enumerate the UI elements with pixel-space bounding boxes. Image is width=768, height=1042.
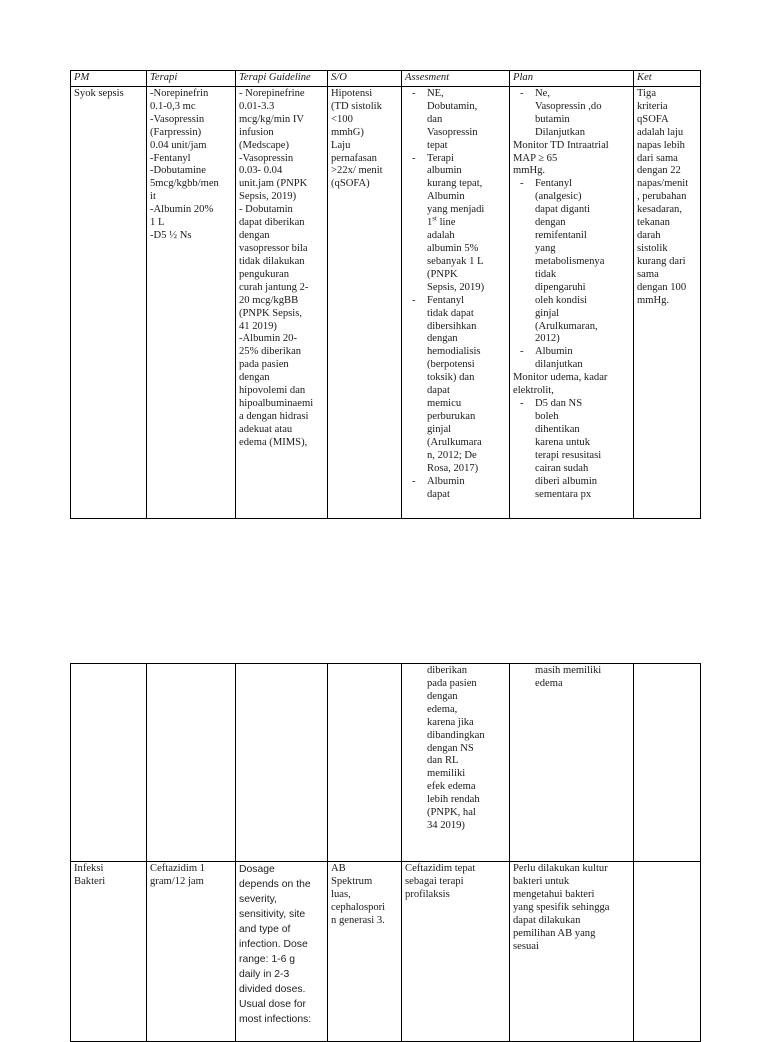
list-item	[405, 665, 507, 833]
text-line: Dilanjutkan	[535, 126, 586, 138]
text-line: Sepsis, 2019)	[239, 191, 297, 203]
text-line: mcg/kg/min IV	[239, 113, 305, 125]
text-line: Usual dose for	[239, 998, 306, 1010]
text-line: luas,	[331, 888, 351, 900]
text-line: sistolik	[637, 242, 668, 254]
text-line: 2012)	[535, 333, 560, 345]
text-line: (Arulkumaran,	[535, 320, 598, 332]
text-line: perburukan	[427, 410, 476, 422]
text-line: mmhG)	[331, 126, 364, 138]
plan-monitor-udema	[513, 372, 631, 398]
text-line: n, 2012; De	[427, 449, 477, 461]
text-line: dan RL	[427, 755, 459, 767]
text-line: (qSOFA)	[331, 178, 370, 190]
therapy-table-1	[70, 70, 701, 519]
text-line: hipoalbuminaemi	[239, 398, 314, 410]
text-line: Vasopressin ,do	[535, 100, 602, 112]
text-line: dengan	[427, 333, 458, 345]
text-line: ginjal	[427, 423, 452, 435]
text-line: pernafasan	[331, 152, 377, 164]
text-line: -Vasopressin	[239, 152, 294, 164]
text-line: dibersihkan	[427, 320, 477, 332]
text-line: infusion	[239, 126, 274, 138]
text-line: -Norepinefrin	[150, 87, 209, 99]
text-line: Spektrum	[331, 875, 373, 887]
text-line: Bakteri	[74, 875, 106, 887]
list-item	[513, 665, 631, 691]
text-line: edema,	[427, 703, 458, 715]
text-line: tidak dilakukan	[239, 255, 305, 267]
cell-terapi	[147, 664, 236, 862]
cell-terapi-guideline	[236, 86, 328, 518]
header-pm: PM	[71, 71, 147, 87]
text-line: dan	[427, 113, 443, 125]
text-line: a dengan hidrasi	[239, 410, 309, 422]
text-line: diberikan	[427, 665, 468, 676]
text-line: it	[150, 191, 156, 203]
cell-pm	[71, 664, 147, 862]
text-line: (PNPK, hal	[427, 807, 476, 819]
cell-terapi	[147, 862, 236, 1042]
text-line: adalah laju	[637, 126, 684, 138]
text-line: lebih rendah	[427, 794, 480, 806]
text-line: tekanan	[637, 217, 670, 229]
cell-plan	[510, 664, 634, 862]
text-line: dihentikan	[535, 423, 580, 435]
header-ket: Ket	[634, 71, 701, 87]
text-line: dengan	[239, 372, 270, 384]
text-line: Rosa, 2017)	[427, 462, 479, 474]
header-so: S/O	[328, 71, 402, 87]
text-line: yang	[535, 242, 556, 254]
text-line: MAP ≥ 65	[513, 152, 558, 164]
plan-list-2	[513, 178, 631, 372]
text-line: butamin	[535, 113, 570, 125]
text-line: karena jika	[427, 716, 474, 728]
text-line: (analgesic)	[535, 191, 582, 203]
text-line: toksik) dan	[427, 372, 475, 384]
text-line: dapat diganti	[535, 204, 591, 216]
text-line: ginjal	[535, 307, 560, 319]
text-line: hipovolemi dan	[239, 385, 306, 397]
text-line: tidak	[535, 268, 557, 280]
text-line: pada pasien	[239, 359, 289, 371]
cell-pm	[71, 86, 147, 518]
list-item	[513, 398, 631, 501]
table-row	[71, 862, 701, 1042]
text-line: - Norepinefrine	[239, 87, 305, 99]
list-item	[405, 476, 507, 502]
text-line: kurang dari	[637, 255, 686, 267]
text-line: dari sama	[637, 152, 678, 164]
text-line: dengan 100	[637, 281, 687, 293]
text-line: sensitivity, site	[239, 908, 306, 920]
cell-so	[328, 664, 402, 862]
assesment-list	[405, 88, 507, 502]
text-line: -D5 ½ Ns	[150, 230, 192, 242]
plan-monitor-td	[513, 140, 631, 179]
cell-assesment	[402, 664, 510, 862]
header-plan: Plan	[510, 71, 634, 87]
header-terapi: Terapi	[147, 71, 236, 87]
text-line: bakteri untuk	[513, 875, 570, 887]
text-line: (Arulkumara	[427, 436, 482, 448]
text-line: dibandingkan	[427, 729, 485, 741]
therapy-table-2	[70, 663, 701, 1042]
cell-ket	[634, 862, 701, 1042]
text-line: dengan NS	[427, 742, 474, 754]
text-line: (Medscape)	[239, 139, 289, 151]
text-line: (berpotensi	[427, 359, 475, 371]
text-line: 34 2019)	[427, 820, 465, 832]
text-line: kriteria	[637, 100, 668, 112]
text-line: Monitor TD Intraatrial	[513, 139, 609, 151]
text-line: - Terapi	[427, 152, 454, 164]
text-line: 0.01-3.3	[239, 100, 275, 112]
text-line: -Albumin 20-	[239, 333, 297, 345]
text-line: mmHg.	[513, 165, 546, 177]
text-line: oleh kondisi	[535, 294, 588, 306]
text-line: darah	[637, 230, 661, 242]
text-line: dipengaruhi	[535, 281, 586, 293]
text-line: infection. Dose	[239, 938, 308, 950]
text-line: sebanyak 1 L	[427, 255, 484, 267]
text-line: profilaksis	[405, 888, 450, 900]
text-line: tidak dapat	[427, 307, 474, 319]
text-line: Laju	[331, 139, 351, 151]
header-row	[71, 71, 701, 87]
text-line: AB	[331, 863, 346, 874]
text-line: gram/12 jam	[150, 875, 204, 887]
text-line: cephalospori	[331, 901, 386, 913]
text-line: tepat	[427, 139, 448, 151]
cell-plan	[510, 86, 634, 518]
text-line: adekuat atau	[239, 423, 293, 435]
text-line: (TD sistolik	[331, 100, 382, 112]
cell-so	[328, 86, 402, 518]
text-line: - Albumin	[535, 346, 573, 358]
cell-pm	[71, 862, 147, 1042]
text-line: 41 2019)	[239, 320, 277, 332]
text-line: n generasi 3.	[331, 914, 385, 926]
text-line: - Fentanyl	[535, 178, 573, 190]
text-line: 20 mcg/kgBB	[239, 294, 299, 306]
text-line: - Dobutamin	[239, 204, 293, 216]
header-terapi-guideline: Terapi Guideline	[236, 71, 328, 87]
cell-assesment	[402, 862, 510, 1042]
text-line: dengan	[239, 230, 270, 242]
text-line: 1st line	[427, 214, 456, 229]
text-line: (PNPK	[427, 268, 458, 280]
text-line: elektrolit,	[513, 385, 554, 397]
text-line: edema (MIMS),	[239, 436, 308, 448]
cell-terapi-guideline	[236, 862, 328, 1042]
list-item	[405, 153, 507, 295]
text-line: and type of	[239, 923, 291, 935]
text-line: sementara px	[535, 488, 592, 500]
text-line: dengan 22	[637, 165, 681, 177]
plan-list-cont	[513, 665, 631, 691]
cell-assesment	[402, 86, 510, 518]
text-line: - Fentanyl	[427, 294, 465, 306]
text-line: sesuai	[513, 940, 539, 952]
text-line: most infections:	[239, 1013, 312, 1025]
text-line: memiliki	[427, 768, 466, 780]
text-line: sama	[637, 268, 659, 280]
text-line: pemilihan AB yang	[513, 927, 596, 939]
text-line: 0.03- 0.04	[239, 165, 283, 177]
text-line: -Fentanyl	[150, 152, 191, 164]
assesment-list-cont	[405, 665, 507, 833]
text-line: >22x/ menit	[331, 165, 383, 177]
text-line: vasopressor bila	[239, 242, 308, 254]
text-line: efek edema	[427, 781, 476, 793]
text-line: yang menjadi	[427, 204, 485, 216]
text-line: 25% diberikan	[239, 346, 302, 358]
text-line: dapat diberikan	[239, 217, 305, 229]
text-line: metabolismenya	[535, 255, 605, 267]
cell-ket	[634, 664, 701, 862]
text-line: mengetahui bakteri	[513, 888, 595, 900]
text-line: range: 1-6 g	[239, 953, 296, 965]
text-line: Dosage	[239, 864, 275, 875]
cell-plan	[510, 862, 634, 1042]
text-line: dengan	[535, 217, 566, 229]
list-item	[513, 88, 631, 140]
list-item	[513, 346, 631, 372]
text-line: - D5 dan NS	[535, 398, 583, 410]
table-row	[71, 664, 701, 862]
text-line: curah jantung 2-	[239, 281, 309, 293]
text-line: kesadaran,	[637, 204, 682, 216]
text-line: kurang tepat,	[427, 178, 483, 190]
text-line: - NE,	[427, 87, 444, 99]
text-line: - Albumin	[427, 475, 465, 487]
text-line: Ceftazidim tepat	[405, 863, 476, 874]
text-line: Perlu dilakukan kultur	[513, 863, 608, 874]
text-line: Sepsis, 2019)	[427, 281, 485, 293]
text-line: cairan sudah	[535, 462, 589, 474]
text-line: boleh	[535, 410, 559, 422]
text-line: sebagai terapi	[405, 875, 464, 887]
text-line: albumin 5%	[427, 242, 479, 254]
text-line: dapat dilakukan	[513, 914, 581, 926]
cell-so	[328, 862, 402, 1042]
text-line: (PNPK Sepsis,	[239, 307, 302, 319]
text-line: Dobutamin,	[427, 100, 478, 112]
text-line: 0.04 unit/jam	[150, 139, 207, 151]
cell-terapi-guideline	[236, 664, 328, 862]
text-line: divided doses.	[239, 983, 306, 995]
text-line: edema	[535, 677, 563, 689]
text-line: pada pasien	[427, 677, 477, 689]
text-line: napas lebih	[637, 139, 685, 151]
plan-list-1	[513, 88, 631, 140]
text-line: pengukuran	[239, 268, 290, 280]
text-line: dapat	[427, 488, 450, 500]
text-line: masih memiliki	[535, 665, 602, 676]
text-line: dapat	[427, 385, 450, 397]
text-line: Vasopressin	[427, 126, 478, 138]
list-item	[405, 295, 507, 476]
text-line: (Farpressin)	[150, 126, 202, 138]
text-line: -Vasopressin	[150, 113, 205, 125]
text-line: Infeksi	[74, 863, 104, 874]
text-line: Ceftazidim 1	[150, 863, 206, 874]
text-line: depends on the	[239, 878, 311, 890]
text-line: yang spesifik sehingga	[513, 901, 610, 913]
list-item	[405, 88, 507, 153]
text-line: Tiga	[637, 87, 657, 99]
text-line: daily in 2-3	[239, 968, 290, 980]
text-line: diberi albumin	[535, 475, 598, 487]
text-line: , perubahan	[637, 191, 687, 203]
text-line: Monitor udema, kadar	[513, 372, 608, 384]
text-line: 5mcg/kgbb/men	[150, 178, 219, 190]
cell-ket	[634, 86, 701, 518]
text-line: Hipotensi	[331, 87, 373, 99]
text-line: karena untuk	[535, 436, 591, 448]
list-item	[513, 178, 631, 346]
text-line: <100	[331, 113, 353, 125]
cell-terapi	[147, 86, 236, 518]
text-line: hemodialisis	[427, 346, 481, 358]
text-line: Albumin	[427, 191, 465, 203]
text-line: dengan	[427, 690, 458, 702]
text-line: unit.jam (PNPK	[239, 178, 308, 190]
text-line: 1 L	[150, 217, 165, 229]
text-line: -Dobutamine	[150, 165, 206, 177]
text-line: mmHg.	[637, 294, 670, 306]
text-line: terapi resusitasi	[535, 449, 602, 461]
text-line: dilanjutkan	[535, 359, 583, 371]
table-row	[71, 86, 701, 518]
text-line: -Albumin 20%	[150, 204, 214, 216]
text-line: qSOFA	[637, 113, 669, 125]
pm-text: Syok sepsis	[74, 87, 124, 99]
text-line: adalah	[427, 230, 455, 242]
text-line: 0.1-0,3 mc	[150, 100, 196, 112]
text-line: napas/menit	[637, 178, 689, 190]
text-line: memicu	[427, 398, 462, 410]
header-assesment: Assesment	[402, 71, 510, 87]
text-line: - Ne,	[535, 87, 551, 99]
plan-list-3	[513, 398, 631, 501]
text-line: severity,	[239, 893, 277, 905]
text-line: albumin	[427, 165, 462, 177]
text-line: remifentanil	[535, 230, 587, 242]
